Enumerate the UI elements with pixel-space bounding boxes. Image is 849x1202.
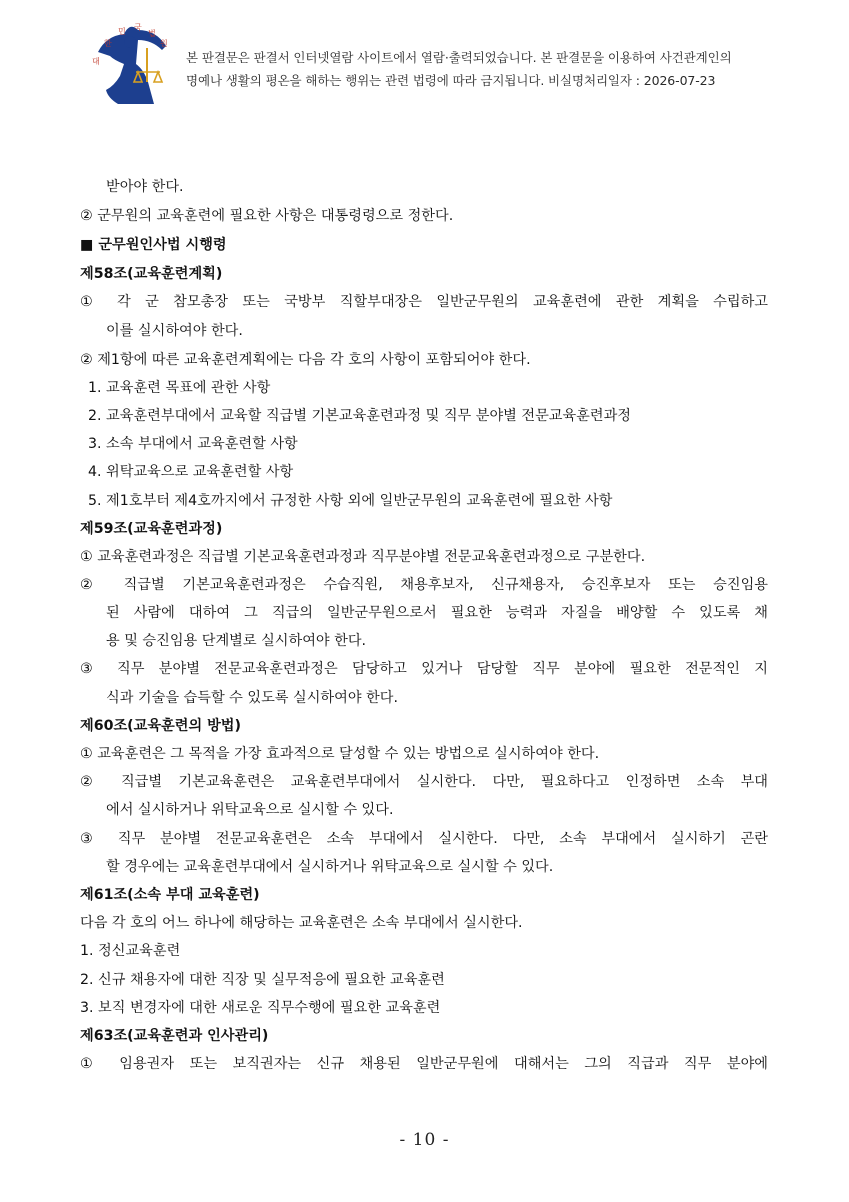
- body-line: ① 교육훈련과정은 직급별 기본교육훈련과정과 직무분야별 전문교육훈련과정으로 구분한다.: [80, 549, 646, 565]
- body-line: 다음 각 호의 어느 하나에 해당하는 교육훈련은 소속 부대에서 실시한다.: [80, 915, 523, 931]
- svg-text:한: 한: [104, 39, 112, 48]
- svg-text:국: 국: [134, 23, 142, 32]
- svg-text:법: 법: [148, 29, 156, 38]
- list-item: 3. 보직 변경자에 대한 새로운 직무수행에 필요한 교육훈련: [80, 1000, 441, 1016]
- list-item: 4. 위탁교육으로 교육훈련할 사항: [88, 464, 294, 480]
- body-line: ① 임용권자 또는 보직권자는 신규 채용된 일반군무원에 대해서는 그의 직급과 직무 분야에: [80, 1056, 768, 1072]
- body-line: 된 사람에 대하여 그 직급의 일반군무원으로서 필요한 능력과 자질을 배양할 수 있도록 채: [106, 605, 768, 621]
- notice-line-1: 본 판결문은 판결서 인터넷열람 사이트에서 열람·출력되었습니다. 본 판결문을 이용하여 사건관계인의: [186, 50, 732, 65]
- body-line: 할 경우에는 교육훈련부대에서 실시하거나 위탁교육으로 실시할 수 있다.: [106, 859, 554, 875]
- body-line: 이를 실시하여야 한다.: [106, 323, 243, 339]
- body-line: ② 제1항에 따른 교육훈련계획에는 다음 각 호의 사항이 포함되어야 한다.: [80, 352, 531, 368]
- svg-text:대: 대: [92, 57, 100, 66]
- article-heading: 제58조(교육훈련계획): [80, 266, 223, 282]
- body-line: ② 직급별 기본교육훈련과정은 수습직원, 채용후보자, 신규채용자, 승진후보자 또는 승진임용: [80, 577, 768, 593]
- body-line: ③ 직무 분야별 전문교육훈련과정은 담당하고 있거나 담당할 직무 분야에 필요한 전문적인 지: [80, 661, 768, 677]
- svg-text:원: 원: [160, 39, 168, 48]
- body-line: 식과 기술을 습득할 수 있도록 실시하여야 한다.: [106, 690, 398, 706]
- svg-text:민: 민: [118, 27, 126, 36]
- body-line: ③ 직무 분야별 전문교육훈련은 소속 부대에서 실시한다. 다만, 소속 부대에서 실시하기 곤란: [80, 831, 768, 847]
- article-heading: 제61조(소속 부대 교육훈련): [80, 887, 260, 903]
- body-line: 용 및 승진임용 단계별로 실시하여야 한다.: [106, 633, 367, 649]
- body-line: ① 교육훈련은 그 목적을 가장 효과적으로 달성할 수 있는 방법으로 실시하여야 한다.: [80, 746, 600, 762]
- article-heading: 제59조(교육훈련과정): [80, 521, 223, 537]
- article-heading: 제60조(교육훈련의 방법): [80, 718, 241, 734]
- list-item: 1. 교육훈련 목표에 관한 사항: [88, 380, 271, 396]
- body-line: ② 군무원의 교육훈련에 필요한 사항은 대통령령으로 정한다.: [80, 208, 454, 224]
- notice-line-2: 명예나 생활의 평온을 해하는 행위는 관련 법령에 따라 금지됩니다. 비실명처리일자 : 2026-07-23: [186, 73, 716, 88]
- list-item: 3. 소속 부대에서 교육훈련할 사항: [88, 436, 298, 452]
- page-number: - 10 -: [399, 1130, 450, 1150]
- list-item: 2. 신규 채용자에 대한 직장 및 실무적응에 필요한 교육훈련: [80, 972, 445, 988]
- body-line: ② 직급별 기본교육훈련은 교육훈련부대에서 실시한다. 다만, 필요하다고 인정하면 소속 부대: [80, 774, 768, 790]
- body-line: 에서 실시하거나 위탁교육으로 실시할 수 있다.: [106, 802, 394, 818]
- list-item: 2. 교육훈련부대에서 교육할 직급별 기본교육훈련과정 및 직무 분야별 전문교육훈련과정: [88, 408, 632, 424]
- list-item: 1. 정신교육훈련: [80, 943, 181, 959]
- body-line: ① 각 군 참모총장 또는 국방부 직할부대장은 일반군무원의 교육훈련에 관한 계획을 수립하고: [80, 294, 768, 310]
- list-item: 5. 제1호부터 제4호까지에서 규정한 사항 외에 일반군무원의 교육훈련에 필요한 사항: [88, 493, 613, 509]
- article-heading: 제63조(교육훈련과 인사관리): [80, 1028, 269, 1044]
- section-heading: ■ 군무원인사법 시행령: [80, 237, 227, 253]
- body-line: 받아야 한다.: [106, 179, 184, 195]
